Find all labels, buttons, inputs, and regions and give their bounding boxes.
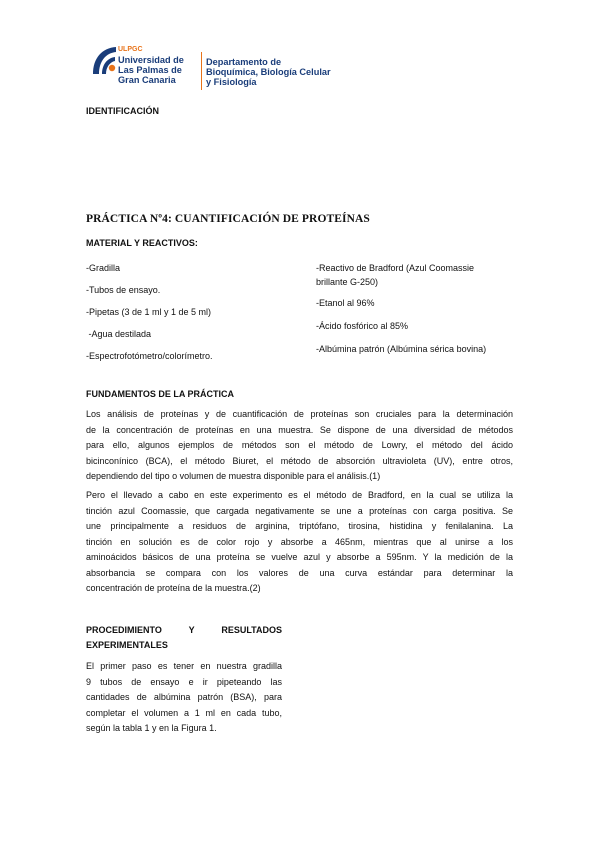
reagent-item: brillante G-250) [316,277,379,287]
logo-acronym: ULPGC [118,46,143,53]
reagent-item: -Ácido fosfórico al 85% [316,321,409,331]
logo-department-name: Departamento de Bioquímica, Biología Celular y Fisiología [206,57,331,87]
fundamentals-heading: FUNDAMENTOS DE LA PRÁCTICA [86,389,234,399]
logo-divider [201,52,202,90]
procedure-heading-line2: EXPERIMENTALES [86,640,168,650]
procedure-paragraph: El primer paso es tener en nuestra gradilla 9 tubos de ensayo e ir pipeteando las cantidades de albúmina patrón (BSA), para completar el volumen a 1 ml en cada tubo, según la tabla 1 y en la Figura 1. [86,661,282,733]
fundamentals-paragraph-1: Los análisis de proteínas y de cuantificación de proteínas son cruciales para la determinación de la concentración de proteínas en una muestra. Se dispone de una diversidad de métodos para ello, algunos ejemplos de métodos son el método de Lowry, el método del ácido bicinconínico (BCA), el método Biuret, el método de absorción ultravioleta (UV), entre otros, dependiendo del tipo o volumen de muestra disponible para el análisis.(1) [86,409,513,481]
materials-heading: MATERIAL Y REACTIVOS: [86,238,198,248]
fundamentals-paragraph-2: Pero el llevado a cabo en este experimento es el método de Bradford, en la cual se utiliza la tinción azul Coomassie, que cargada negativamente se une a proteínas con carga positiva. Se une principalmente a residuos de arginina, triptófano, tirosina, histidina y fenilalanina. La tinción en solución es de color rojo y absorbe a 465nm, mientras que al unirse a los aminoácidos básicos de una proteína se vuelve azul y absorbe a 595nm. Y la medición de la absorbancia se compara con los valores de una curva estándar para determinar la concentración de proteína de la muestra.(2) [86,490,513,593]
logo-university-name: Universidad de Las Palmas de Gran Canaria [118,55,184,85]
identification-heading: IDENTIFICACIÓN [86,106,159,116]
material-item: -Pipetas (3 de 1 ml y 1 de 5 ml) [86,307,212,317]
material-item: -Espectrofotómetro/colorímetro. [86,351,213,361]
reagent-item: -Albúmina patrón (Albúmina sérica bovina) [316,344,487,354]
university-logo-mark [90,44,118,76]
material-item: -Agua destilada [86,329,152,339]
material-item: -Gradilla [86,263,121,273]
practice-title: PRÁCTICA Nº4: CUANTIFICACIÓN DE PROTEÍNAS [86,213,370,225]
reagent-item: -Reactivo de Bradford (Azul Coomassie [316,263,475,273]
procedure-heading: PROCEDIMIENTO Y RESULTADOS [86,625,282,635]
reagent-item: -Etanol al 96% [316,298,375,308]
material-item: -Tubos de ensayo. [86,285,161,295]
